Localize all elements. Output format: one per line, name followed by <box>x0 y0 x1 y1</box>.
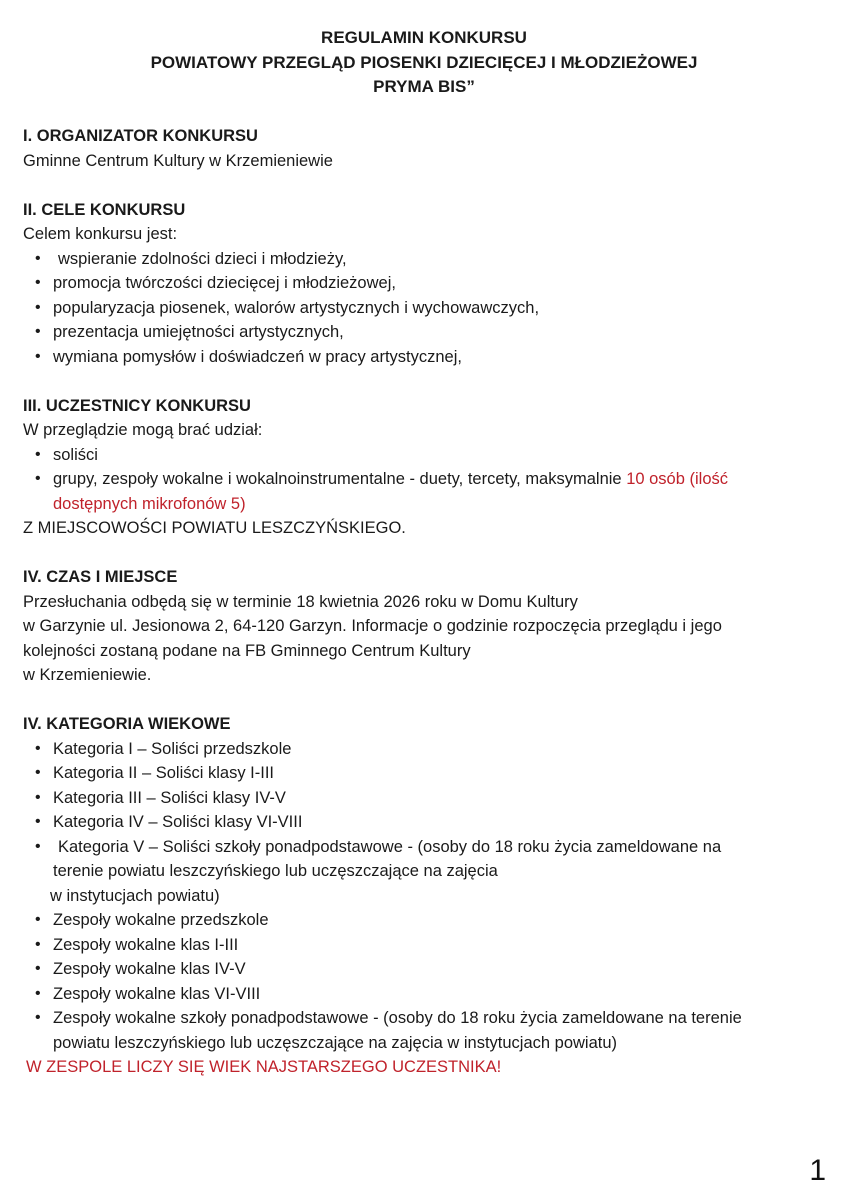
list-item <box>23 467 823 516</box>
list-item-text: grupy, zespoły wokalne i wokalnoinstrumentalne - duety, tercety, maksymalnie <box>53 470 627 488</box>
list-item: • wspieranie zdolności dzieci i młodzieży, <box>23 247 823 272</box>
participants-note: Z MIEJSCOWOŚCI POWIATU LESZCZYŃSKIEGO. <box>23 519 406 537</box>
goals-list <box>23 247 823 370</box>
goals-intro: Celem konkursu jest: <box>23 225 178 243</box>
list-item-text: Zespoły wokalne szkoły ponadpodstawowe - (osoby do 18 roku życia zameldowane na terenie <box>53 1009 742 1027</box>
section-goals <box>23 198 823 370</box>
paragraph-line: Przesłuchania odbędą się w terminie 18 kwietnia 2026 roku w Domu Kultury <box>23 592 578 611</box>
participants-list <box>23 443 823 517</box>
list-item: • Kategoria III – Soliści klasy IV-V <box>23 786 823 811</box>
list-item: • Zespoły wokalne klas VI-VIII <box>23 982 823 1007</box>
section-heading: IV. KATEGORIA WIEKOWE <box>23 715 231 733</box>
warning-note: W ZESPOLE LICZY SIĘ WIEK NAJSTARSZEGO UCZESTNIKA! <box>26 1058 502 1076</box>
section-heading: II. CELE KONKURSU <box>23 200 186 219</box>
section-categories <box>23 712 823 1080</box>
list-item-text: w instytucjach powiatu) <box>50 886 220 905</box>
list-item: • Kategoria I – Soliści przedszkole <box>23 737 823 762</box>
document-title <box>0 26 848 100</box>
section-participants <box>23 394 823 541</box>
list-item: • Zespoły wokalne klas IV-V <box>23 957 823 982</box>
paragraph-line: w Krzemieniewie. <box>23 666 152 684</box>
title-line-3: PRYMA BIS” <box>373 77 475 96</box>
categories-list <box>23 737 823 1056</box>
list-item: • Kategoria IV – Soliści klasy VI-VIII <box>23 810 823 835</box>
list-item: • Kategoria II – Soliści klasy I-III <box>23 761 823 786</box>
section-heading: III. UCZESTNICY KONKURSU <box>23 396 251 415</box>
list-item <box>23 1006 823 1055</box>
list-item-text: terenie powiatu leszczyńskiego lub uczęszczające na zajęcia <box>53 862 498 880</box>
section-organizer <box>23 124 823 173</box>
title-line-1: REGULAMIN KONKURSU <box>321 28 527 47</box>
highlight-text: dostępnych mikrofonów 5) <box>53 494 246 513</box>
list-item <box>23 835 823 909</box>
paragraph-line: w Garzynie ul. Jesionowa 2, 64-120 Garzyn. Informacje o godzinie rozpoczęcia przeglądu i jego <box>23 617 722 635</box>
section-heading: I. ORGANIZATOR KONKURSU <box>23 127 258 145</box>
list-item: • Zespoły wokalne przedszkole <box>23 908 823 933</box>
list-item: • promocja twórczości dziecięcej i młodzieżowej, <box>23 271 823 296</box>
organizer-text: Gminne Centrum Kultury w Krzemieniewie <box>23 151 333 170</box>
title-line-2: POWIATOWY PRZEGLĄD PIOSENKI DZIECIĘCEJ I MŁODZIEŻOWEJ <box>150 52 698 72</box>
document-page <box>23 26 823 1080</box>
section-heading: IV. CZAS I MIEJSCE <box>23 568 178 586</box>
highlight-text: 10 osób (ilość <box>626 470 728 488</box>
list-item-text: Kategoria V – Soliści szkoły ponadpodstawowe - (osoby do 18 roku życia zameldowane na <box>58 837 722 856</box>
list-item: • wymiana pomysłów i doświadczeń w pracy artystycznej, <box>23 345 823 370</box>
page-number: 1 <box>809 1154 826 1187</box>
list-item: • Zespoły wokalne klas I-III <box>23 933 823 958</box>
paragraph-line: kolejności zostaną podane na FB Gminnego Centrum Kultury <box>23 641 471 660</box>
list-item-text: powiatu leszczyńskiego lub uczęszczające na zajęcia w instytucjach powiatu) <box>53 1033 618 1052</box>
list-item: • prezentacja umiejętności artystycznych, <box>23 320 823 345</box>
list-item: • popularyzacja piosenek, walorów artystycznych i wychowawczych, <box>23 296 823 321</box>
list-item: • soliści <box>23 443 823 468</box>
section-time-place <box>23 565 823 688</box>
participants-intro: W przeglądzie mogą brać udział: <box>23 421 263 439</box>
